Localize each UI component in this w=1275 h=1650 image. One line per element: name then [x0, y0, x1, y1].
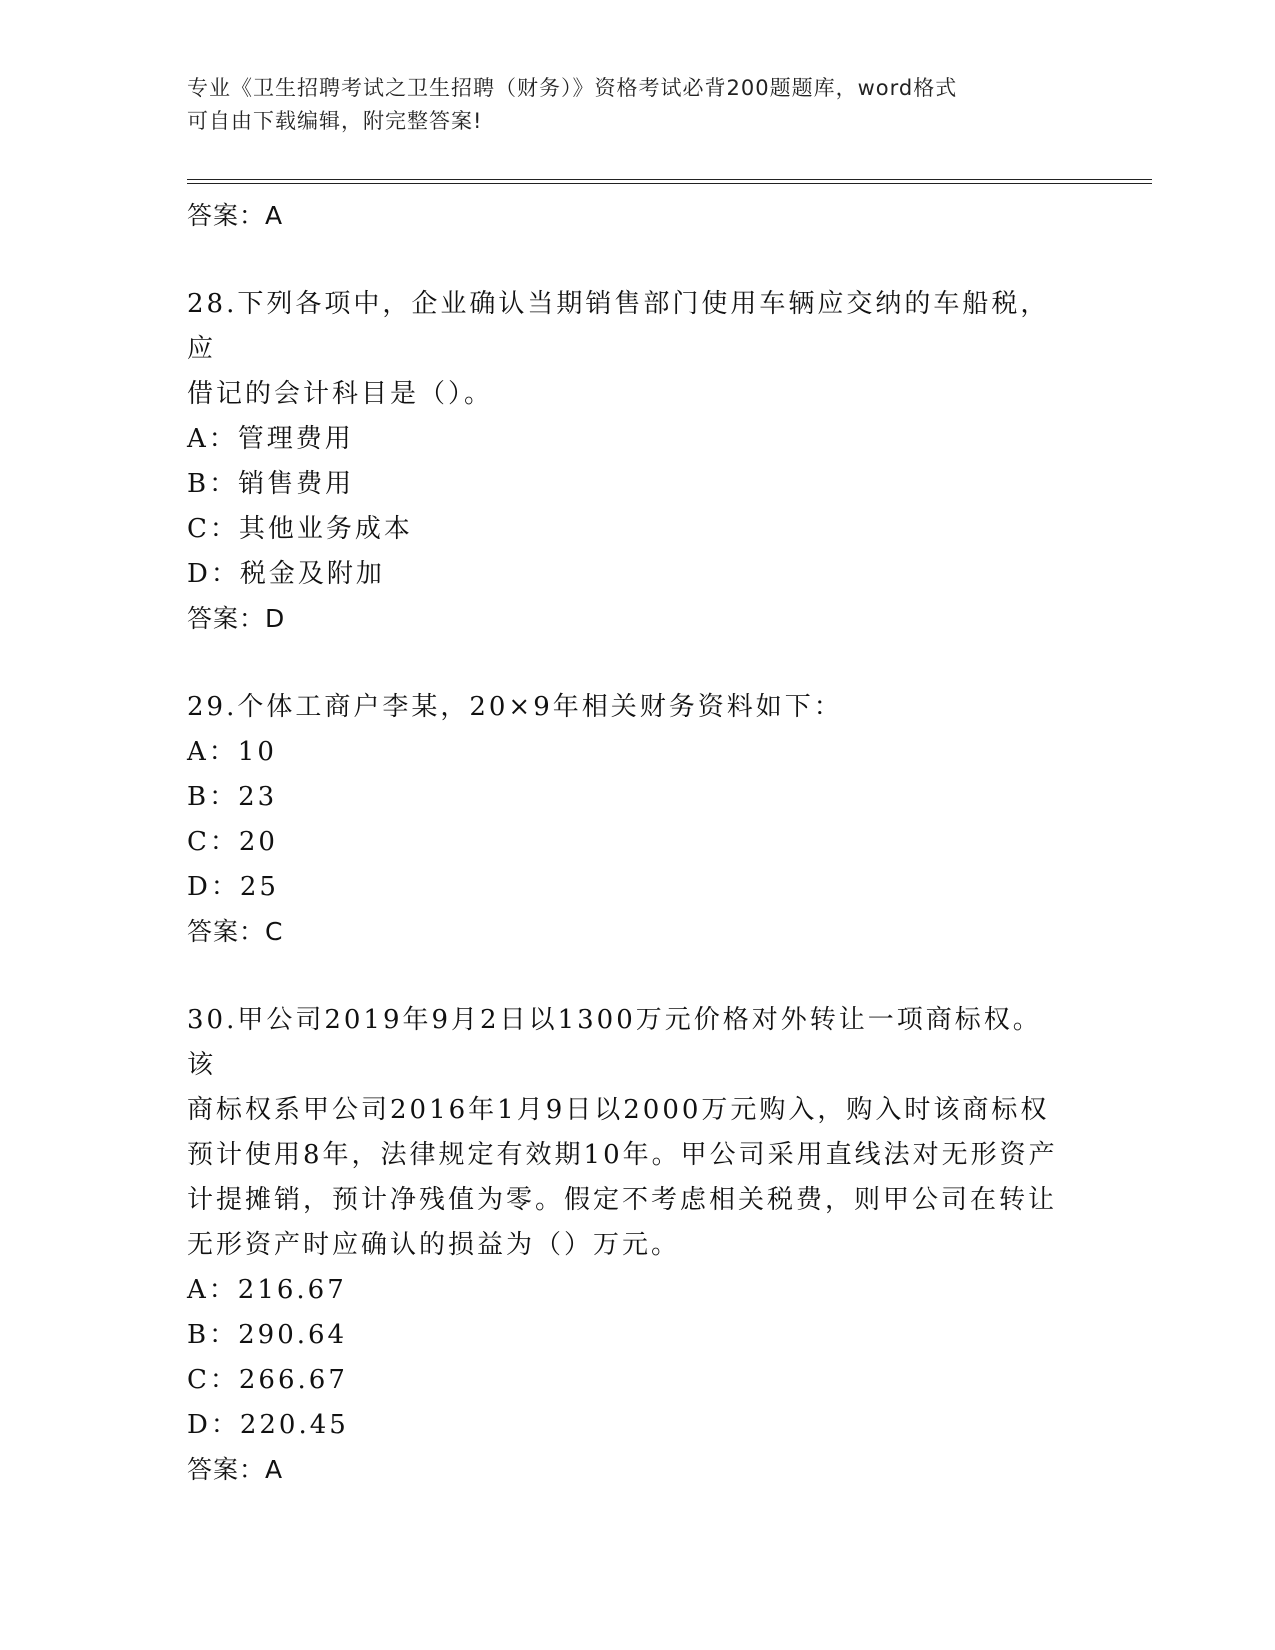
question-29-option-c: C：20: [187, 827, 278, 857]
question-29-option-b: B：23: [187, 782, 278, 812]
header-divider-top: [187, 179, 1152, 180]
question-30-line-5: 无形资产时应确认的损益为（）万元。: [187, 1230, 681, 1260]
question-30-line-3: 预计使用8年，法律规定有效期10年。甲公司采用直线法对无形资产: [187, 1140, 1058, 1170]
question-29-line-1: 29.个体工商户李某，20×9年相关财务资料如下：: [187, 692, 843, 722]
question-30-option-d: D：220.45: [187, 1410, 349, 1440]
previous-answer: 答案：A: [187, 201, 284, 230]
question-30-option-c: C：266.67: [187, 1365, 348, 1395]
question-28-option-a: A：管理费用: [187, 424, 354, 454]
question-30-answer: 答案：A: [187, 1455, 284, 1484]
question-28-line-1: 28.下列各项中，企业确认当期销售部门使用车辆应交纳的车船税，应: [187, 289, 1050, 364]
question-30-option-a: A：216.67: [187, 1275, 347, 1305]
question-30-line-1: 30.甲公司2019年9月2日以1300万元价格对外转让一项商标权。该: [187, 1005, 1042, 1080]
header-divider-bottom: [187, 183, 1152, 184]
question-30-line-4: 计提摊销，预计净残值为零。假定不考虑相关税费，则甲公司在转让: [187, 1185, 1058, 1215]
question-30-line-2: 商标权系甲公司2016年1月9日以2000万元购入，购入时该商标权: [187, 1095, 1050, 1125]
question-29: [187, 685, 1067, 954]
question-28-option-b: B：销售费用: [187, 469, 355, 499]
question-29-option-d: D：25: [187, 872, 279, 902]
question-28-line-2: 借记的会计科目是（）。: [187, 379, 494, 409]
question-28-option-c: C：其他业务成本: [187, 514, 413, 544]
question-28-answer: 答案：D: [187, 604, 286, 633]
question-30-option-b: B：290.64: [187, 1320, 348, 1350]
question-29-answer: 答案：C: [187, 917, 284, 946]
document-body: [187, 194, 1067, 1492]
question-28-option-d: D：税金及附加: [187, 559, 385, 589]
document-header: [187, 72, 1067, 138]
header-line-2: 可自由下载编辑，附完整答案!: [187, 109, 483, 133]
question-28: [187, 282, 1067, 641]
header-line-1: 专业《卫生招聘考试之卫生招聘（财务）》资格考试必背200题题库，word格式: [187, 76, 958, 100]
question-29-option-a: A：10: [187, 737, 277, 767]
question-30: [187, 998, 1067, 1492]
